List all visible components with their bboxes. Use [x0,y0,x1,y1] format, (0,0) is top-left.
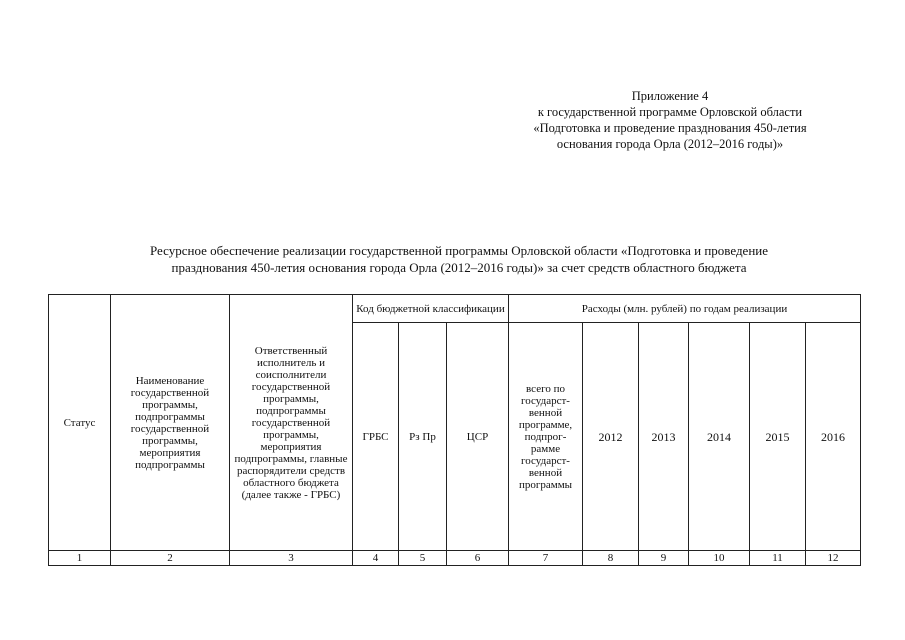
column-number-row [49,551,861,566]
column-number: 3 [230,551,353,566]
header-status: Статус [49,295,111,551]
header-year-2012: 2012 [583,323,639,551]
header-expenses: Расходы (млн. рублей) по годам реализации [509,295,861,323]
column-number: 11 [750,551,806,566]
appendix-number: Приложение 4 [631,89,709,103]
resource-table [48,294,861,566]
appendix-reference: к государственной программе Орловской области [537,105,803,119]
column-number: 7 [509,551,583,566]
header-executor: Ответственный исполнитель и соисполнители государственной программы, подпрограммы государственной программы, мероприятия подпрограммы, главные распорядители средств областного бюджета (далее также - ГРБС) [230,295,353,551]
header-csr: ЦСР [447,323,509,551]
header-grbs: ГРБС [353,323,399,551]
column-number: 5 [399,551,447,566]
header-rzpr: Рз Пр [399,323,447,551]
appendix-header [470,88,870,152]
column-number: 10 [689,551,750,566]
table-header-row-1 [49,295,861,323]
column-number: 9 [639,551,689,566]
header-year-2016: 2016 [806,323,861,551]
document-title-line-2: празднования 450-летия основания города Орла (2012–2016 годы)» за счет средств областного бюджета [171,260,747,275]
header-year-2015: 2015 [750,323,806,551]
column-number: 1 [49,551,111,566]
document-title-line-1: Ресурсное обеспечение реализации государственной программы Орловской области «Подготовка и проведение [149,243,769,258]
column-number: 8 [583,551,639,566]
column-number: 6 [447,551,509,566]
column-number: 12 [806,551,861,566]
appendix-program-name: «Подготовка и проведение празднования 450-летия [533,121,807,135]
column-number: 4 [353,551,399,566]
header-budget-code: Код бюджетной классификации [353,295,509,323]
document-title [40,242,878,276]
appendix-program-years: основания города Орла (2012–2016 годы)» [556,137,784,151]
column-number: 2 [111,551,230,566]
header-total: всего по государст-венной программе, подпрог-рамме государст-венной программы [509,323,583,551]
header-name: Наименование государственной программы, подпрограммы государственной программы, мероприятия подпрограммы [111,295,230,551]
header-year-2013: 2013 [639,323,689,551]
header-year-2014: 2014 [689,323,750,551]
